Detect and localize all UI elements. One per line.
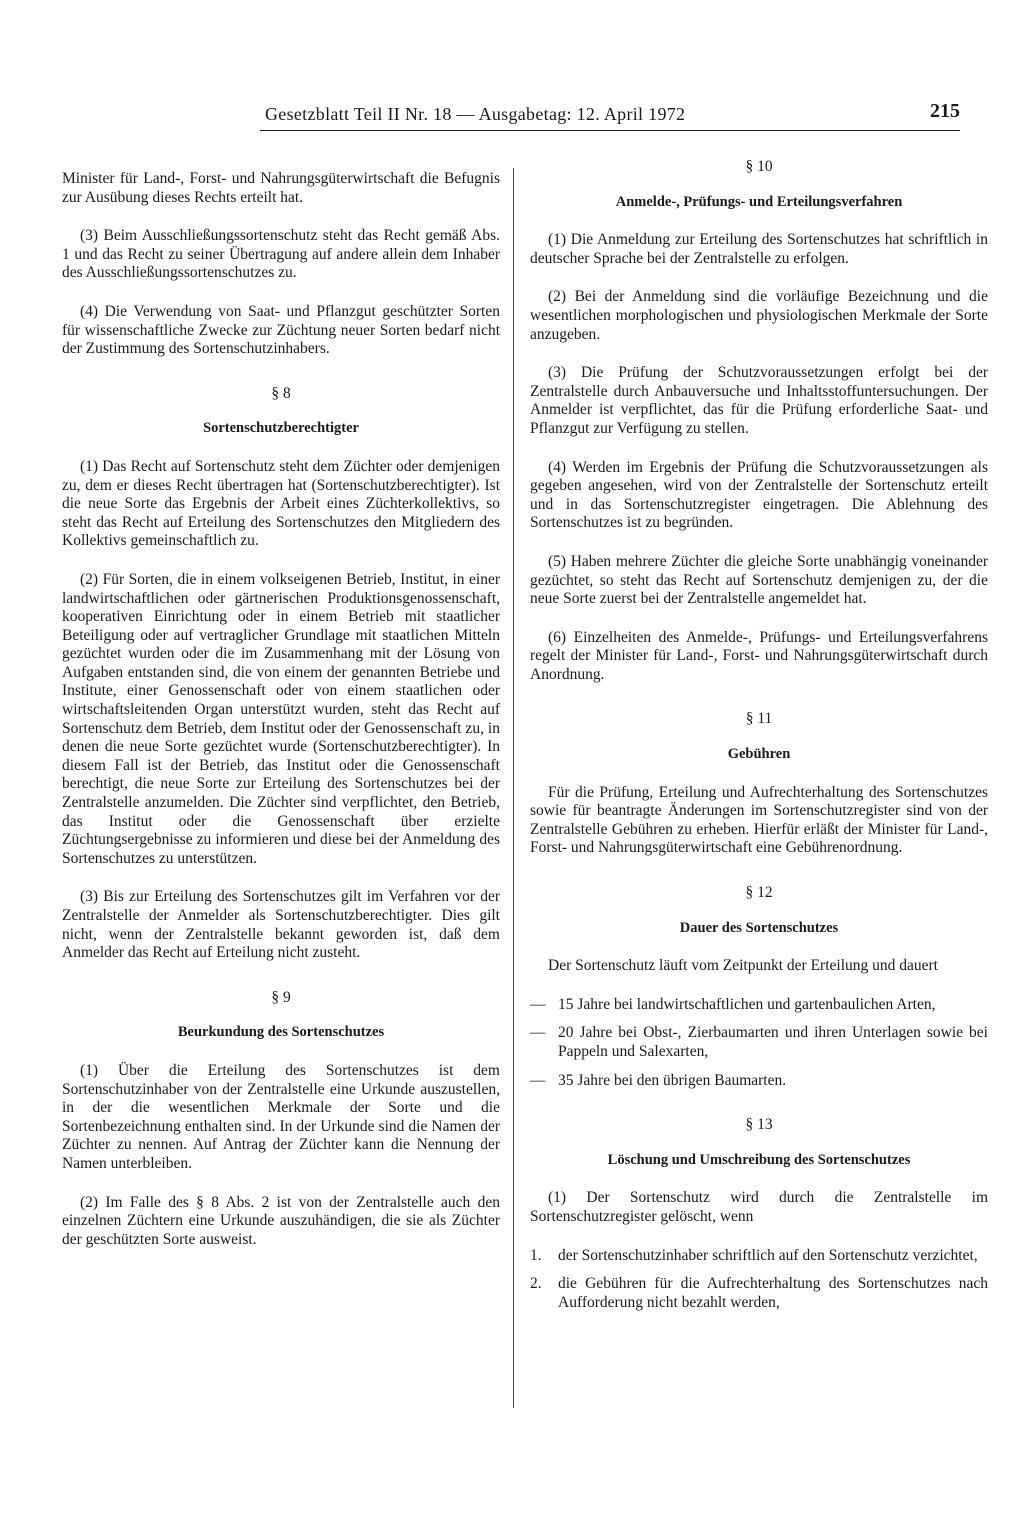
- list-item: [530, 1247, 988, 1266]
- paragraph: (2) Für Sorten, die in einem volkseigenen Betrieb, Institut, in einer landwirtschaftlichen oder gärtnerischen Produktionsgenossenschaft, kooperativen Einrichtung oder in einem Betrieb mit staatlicher Beteiligung oder auf vertraglicher Grundlage mit staatlichen Mitteln gezüchtet wurden oder die im Zusammenhang mit der Lösung von Aufgaben entstanden sind, die von einem der genannten Betriebe und Institute, einer Genossenschaft oder von einem staatlichen oder wirtschaftsleitenden Organ unterstützt wurden, steht das Recht auf Sortenschutz dem Betrieb, dem Institut oder der Genossenschaft zu, in denen die neue Sorte gezüchtet wurde (Sortenschutzberechtigter). In diesem Fall ist der Betrieb, das Institut oder die Genossenschaft berechtigt, die neue Sorte zur Erteilung des Sortenschutzes bei der Zentralstelle anzumelden. Die Züchter sind verpflichtet, den Betrieb, das Institut oder die Genossenschaft über erzielte Züchtungsergebnisse zu informieren und diese bei der Anmeldung des Sortenschutzes zu unterstützen.: [62, 570, 500, 867]
- section-number: § 8: [271, 384, 291, 402]
- list-number: 1.: [530, 1246, 542, 1264]
- section-number: § 10: [745, 158, 773, 175]
- dash-marker: —: [530, 1024, 546, 1042]
- list-item: [530, 1072, 988, 1091]
- paragraph: (3) Die Prüfung der Schutzvoraussetzungen erfolgt bei der Zentralstelle durch Anbauversuche und Inhaltsstoffuntersuchungen. Der Anmelder ist verpflichtet, das für die Prüfung erforderliche Saat- und Pflanzgut zur Verfügung zu stellen.: [530, 364, 988, 437]
- section-title: Beurkundung des Sortenschutzes: [177, 1024, 385, 1041]
- list-item-text: 35 Jahre bei den übrigen Baumarten.: [558, 1071, 787, 1089]
- list-number: 2.: [530, 1275, 542, 1293]
- section-number: § 11: [745, 710, 773, 728]
- left-column: [62, 170, 500, 1269]
- paragraph: Der Sortenschutz läuft vom Zeitpunkt der Erteilung und dauert: [548, 957, 938, 975]
- page-header: [60, 96, 960, 136]
- paragraph: (2) Im Falle des § 8 Abs. 2 ist von der Zentralstelle auch den einzelnen Züchtern eine Urkunde auszuhändigen, die sie als Züchter der geschützten Sorte ausweist.: [62, 1193, 500, 1248]
- section-title: Dauer des Sortenschutzes: [679, 919, 839, 936]
- deletion-conditions-list: [530, 1247, 988, 1313]
- paragraph: (4) Werden im Ergebnis der Prüfung die Schutzvoraussetzungen als gegeben angesehen, wird von der Zentralstelle der Sortenschutz erteilt und in das Sortenschutzregister eingetragen. Die Ablehnung des Sortenschutzes ist zu begründen.: [530, 458, 988, 532]
- paragraph: (1) Der Sortenschutz wird durch die Zentralstelle im Sortenschutzregister gelöscht, wenn: [530, 1189, 988, 1225]
- paragraph: (4) Die Verwendung von Saat- und Pflanzgut geschützter Sorten für wissenschaftliche Zwecke zur Züchtung neuer Sorten bedarf nicht der Zustimmung des Sortenschutzinhabers.: [62, 302, 500, 358]
- section-number: § 12: [745, 884, 773, 902]
- paragraph: (1) Die Anmeldung zur Erteilung des Sortenschutzes hat schriftlich in deutscher Sprache bei der Zentralstelle zu erfolgen.: [530, 231, 988, 267]
- paragraph: (2) Bei der Anmeldung sind die vorläufige Bezeichnung und die wesentlichen morphologischen und physiologischen Merkmale der Sorte anzugeben.: [530, 288, 988, 343]
- list-item-text: 20 Jahre bei Obst-, Zierbaumarten und ihren Unterlagen sowie bei Pappeln und Salexarten,: [558, 1024, 988, 1060]
- section-number: § 9: [271, 988, 291, 1006]
- right-column: [530, 158, 988, 1326]
- section-title: Sortenschutzberechtigter: [203, 420, 359, 437]
- duration-list: [530, 996, 988, 1090]
- dash-marker: —: [530, 1071, 546, 1089]
- paragraph: Für die Prüfung, Erteilung und Aufrechterhaltung des Sortenschutzes sowie für beantragte Änderungen im Sortenschutzregister sind von der Zentralstelle Gebühren zu erheben. Hierfür erläßt der Minister für Land-, Forst- und Nahrungsgüterwirtschaft eine Gebührenordnung.: [530, 783, 988, 857]
- dash-marker: —: [530, 995, 546, 1013]
- paragraph: (1) Über die Erteilung des Sortenschutzes ist dem Sortenschutzinhaber von der Zentralstelle eine Urkunde auszustellen, in der die wesentlichen Merkmale der Sorte und die Sortenbezeichnung enthalten sind. In der Urkunde sind die Namen der Züchter zu nennen. Auf Antrag der Züchter kann die Nennung der Namen unterbleiben.: [62, 1061, 500, 1172]
- section-title: Löschung und Umschreibung des Sortenschutzes: [607, 1151, 911, 1168]
- paragraph: (3) Beim Ausschließungssortenschutz steht das Recht gemäß Abs. 1 und das Recht zu seiner Übertragung auf andere allein dem Inhaber des Ausschließungssortenschutzes zu.: [62, 227, 500, 282]
- list-item: [530, 996, 988, 1015]
- list-item-text: 15 Jahre bei landwirtschaftlichen und gartenbaulichen Arten,: [558, 995, 936, 1013]
- section-number: § 13: [745, 1116, 773, 1134]
- section-title: Anmelde-, Prüfungs- und Erteilungsverfahren: [615, 193, 903, 210]
- column-divider: [513, 168, 514, 1408]
- paragraph: (5) Haben mehrere Züchter die gleiche Sorte unabhängig voneinander gezüchtet, so steht das Recht auf Sortenschutz demjenigen zu, der die neue Sorte zuerst bei der Zentralstelle angemeldet hat.: [530, 552, 988, 608]
- list-item-text: der Sortenschutzinhaber schriftlich auf den Sortenschutz verzichtet,: [558, 1246, 978, 1264]
- page-number: 215: [930, 100, 960, 122]
- paragraph: (3) Bis zur Erteilung des Sortenschutzes gilt im Verfahren vor der Zentralstelle der Anmelder als Sortenschutzberechtigter. Dies gilt nicht, wenn der Zentralstelle bekannt geworden ist, daß dem Anmelder das Recht auf Erteilung nicht zusteht.: [62, 888, 500, 962]
- list-item-text: die Gebühren für die Aufrechterhaltung des Sortenschutzes nach Aufforderung nicht bezahlt werden,: [558, 1275, 988, 1311]
- section-title: Gebühren: [727, 746, 791, 763]
- paragraph: Minister für Land-, Forst- und Nahrungsgüterwirtschaft die Befugnis zur Ausübung dieses Rechts erteilt hat.: [62, 170, 500, 206]
- header-title: Gesetzblatt Teil II Nr. 18 — Ausgabetag: 12. April 1972: [265, 104, 686, 124]
- paragraph: (1) Das Recht auf Sortenschutz steht dem Züchter oder demjenigen zu, dem er dieses Recht übertragen hat (Sortenschutzberechtigter). Ist die neue Sorte das Ergebnis der Arbeit eines Züchterkollektivs, so steht das Recht auf Erteilung des Sortenschutzes den Mitgliedern des Kollektivs gemeinschaftlich zu.: [62, 457, 500, 550]
- list-item: [530, 1275, 988, 1312]
- list-item: [530, 1024, 988, 1061]
- header-rule: [260, 130, 960, 131]
- paragraph: (6) Einzelheiten des Anmelde-, Prüfungs- und Erteilungsverfahrens regelt der Minister für Land-, Forst- und Nahrungsgüterwirtschaft durch Anordnung.: [530, 628, 988, 683]
